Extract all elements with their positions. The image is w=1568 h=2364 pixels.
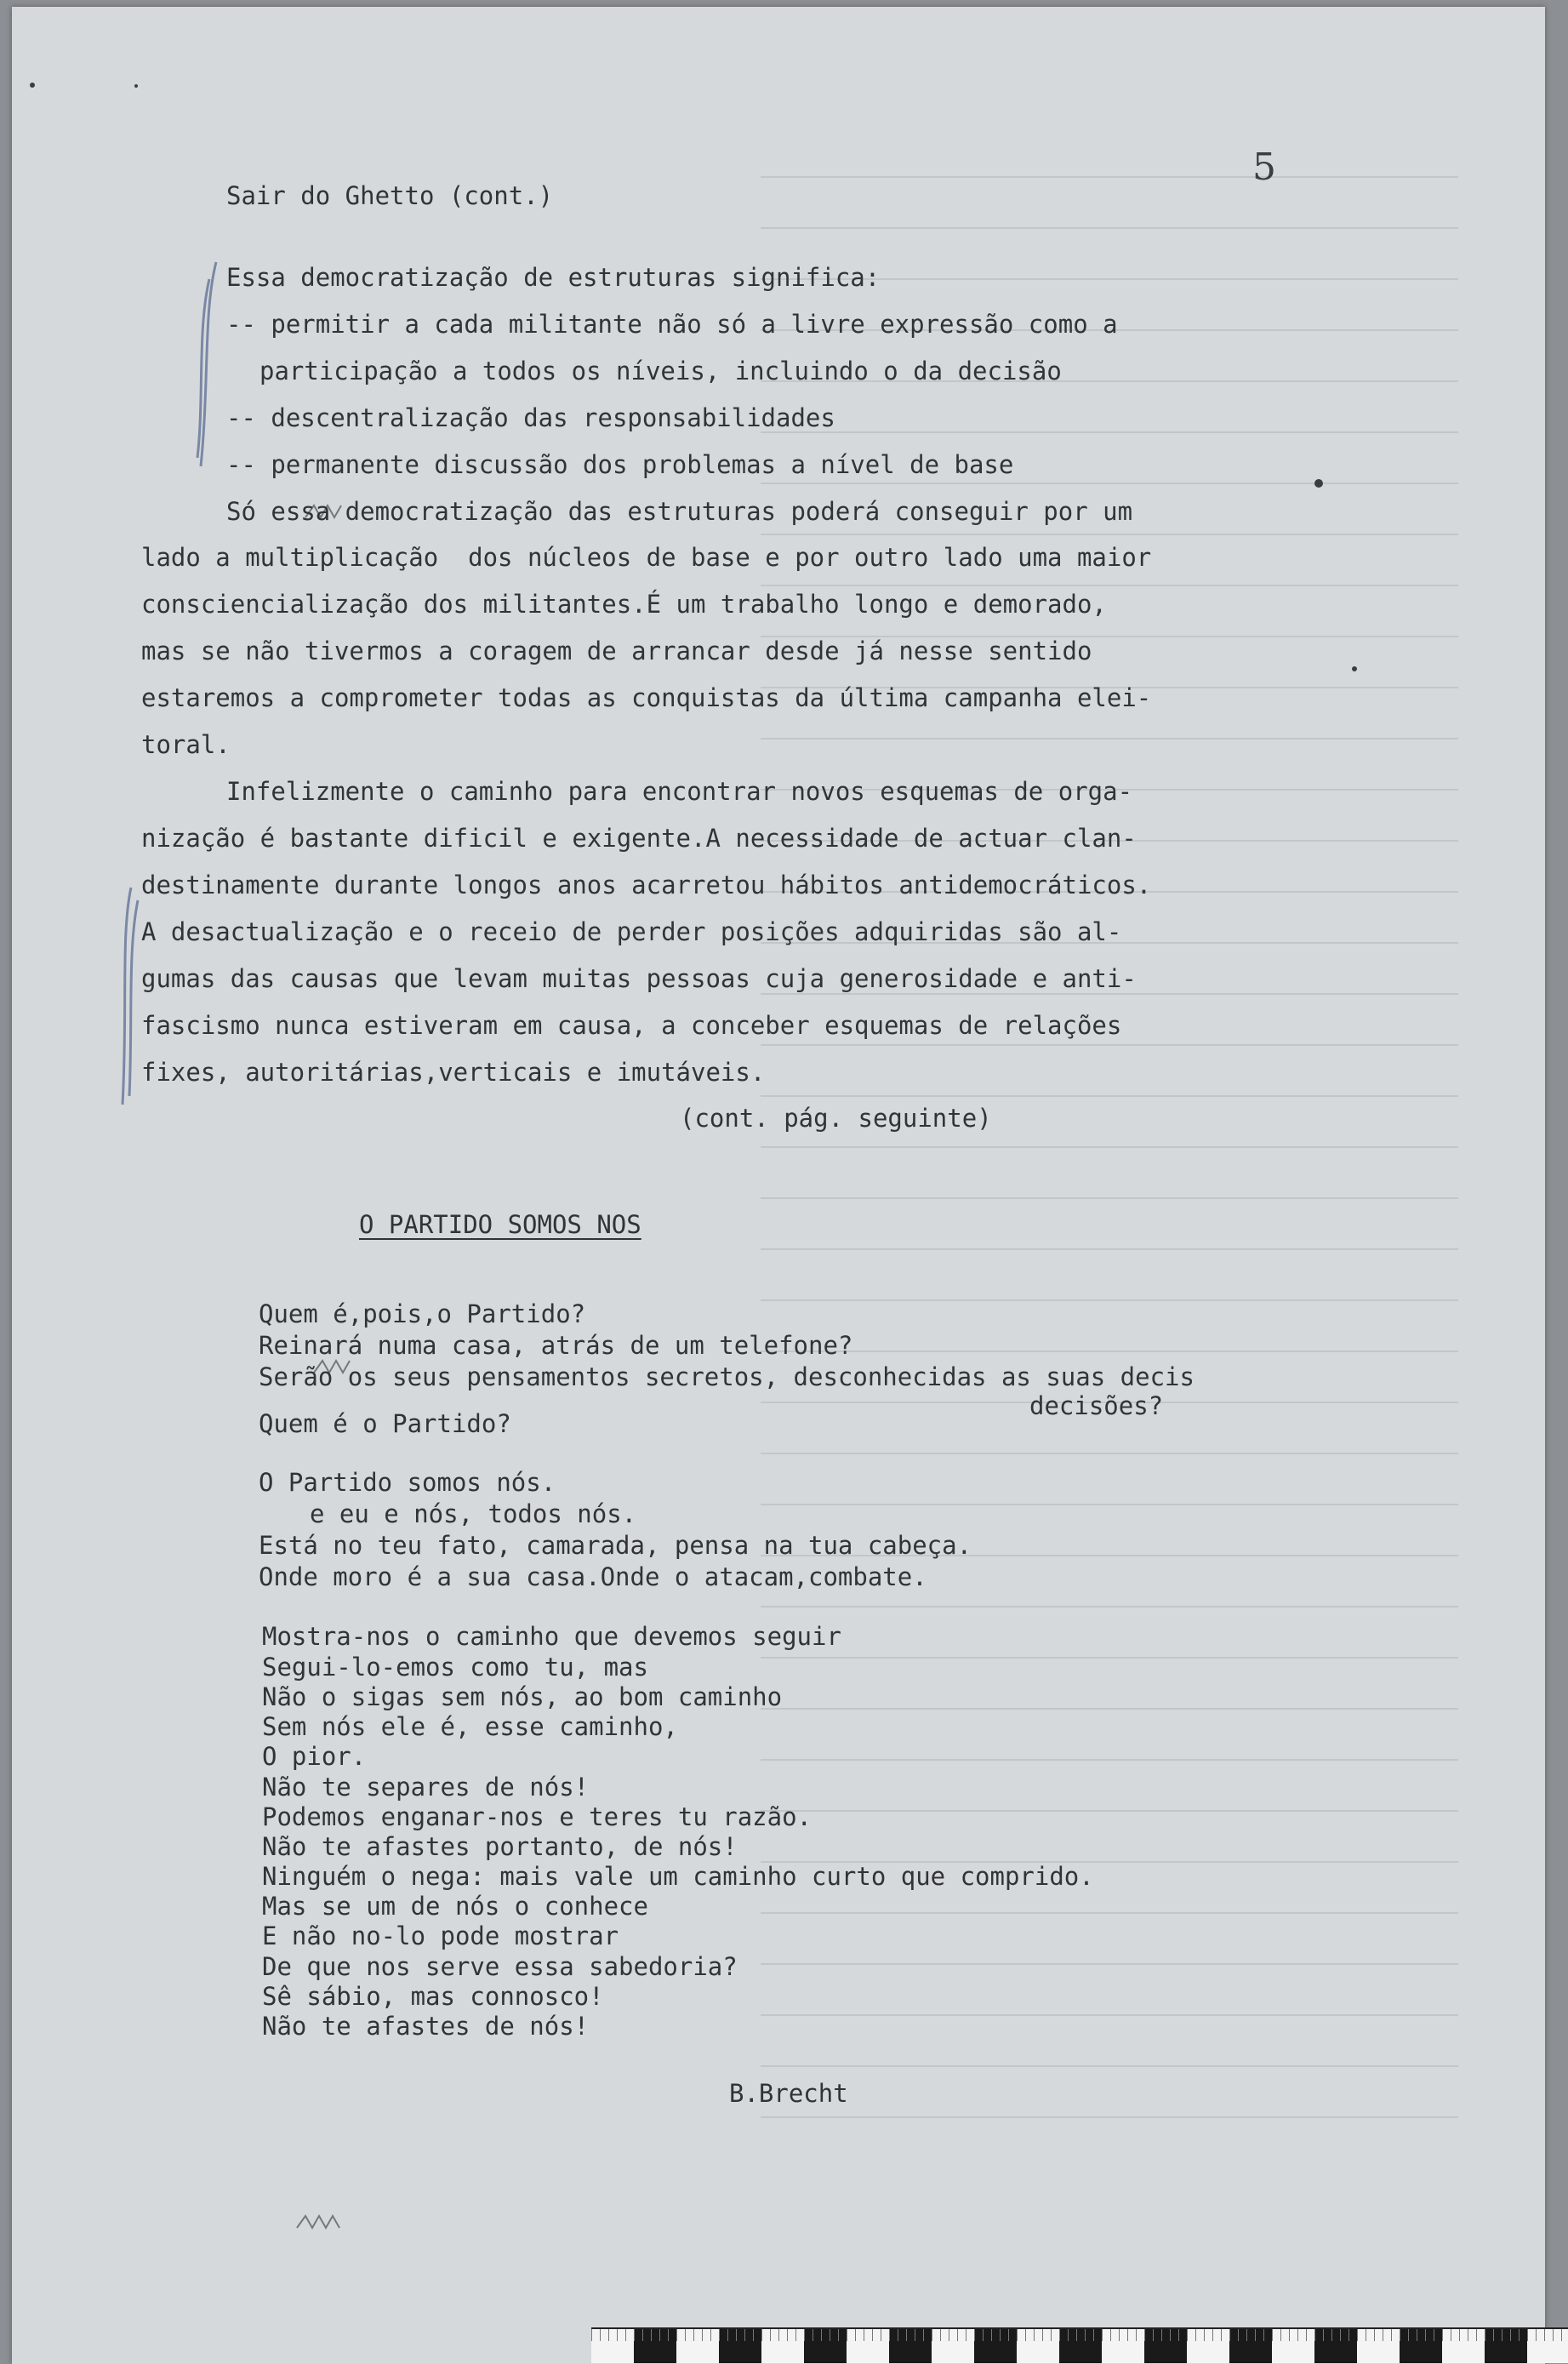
poem-line: Não o sigas sem nós, ao bom caminho — [262, 1682, 783, 1711]
article-line: destinamente durante longos anos acarretou hábitos antidemocráticos. — [141, 871, 1152, 899]
article-line: toral. — [141, 730, 231, 759]
poem-line: Segui-lo-emos como tu, mas — [262, 1653, 648, 1682]
poem-line: e eu e nós, todos nós. — [310, 1499, 637, 1528]
poem-line: Podemos enganar-nos e teres tu razão. — [262, 1802, 813, 1831]
article-line: -- permitir a cada militante não só a livre expressão como a — [226, 310, 1118, 339]
poem-line: Sem nós ele é, esse caminho, — [262, 1712, 678, 1741]
article-line: consciencialização dos militantes.É um trabalho longo e demorado, — [141, 590, 1107, 619]
poem-author: B.Brecht — [729, 2079, 848, 2108]
scale-ruler-ticks — [591, 2329, 1568, 2341]
article-line: lado a multiplicação dos núcleos de base e por outro lado uma maior — [141, 543, 1152, 572]
poem-line: De que nos serve essa sabedoria? — [262, 1952, 738, 1981]
article-line: fixes, autoritárias,verticais e imutáveis. — [141, 1058, 766, 1087]
poem-line: Serão os seus pensamentos secretos, desconhecidas as suas decis — [259, 1362, 1195, 1391]
poem-line: Não te separes de nós! — [262, 1773, 590, 1802]
article-line: mas se não tivermos a coragem de arrancar desde já nesse sentido — [141, 637, 1092, 665]
poem-line: Reinará numa casa, atrás de um telefone? — [259, 1331, 853, 1360]
article-line: -- permanente discussão dos problemas a nível de base — [226, 450, 1014, 479]
page-number: 5 — [1252, 146, 1276, 189]
poem-line: Quem é o Partido? — [259, 1409, 511, 1438]
continuation-note: (cont. pág. seguinte) — [680, 1104, 992, 1133]
document-page — [12, 7, 1545, 2364]
poem-line: Ninguém o nega: mais vale um caminho curto que comprido. — [262, 1862, 1094, 1891]
poem-line: Não te afastes de nós! — [262, 2012, 590, 2041]
article-line: participação a todos os níveis, incluindo o da decisão — [259, 357, 1062, 385]
article-line: estaremos a comprometer todas as conquistas da última campanha elei- — [141, 683, 1152, 712]
poem-line: Mas se um de nós o conhece — [262, 1892, 648, 1921]
article-line: nização é bastante dificil e exigente.A necessidade de actuar clan- — [141, 824, 1137, 853]
poem-line: Não te afastes portanto, de nós! — [262, 1832, 738, 1861]
article-heading: Sair do Ghetto (cont.) — [226, 181, 554, 210]
article-line: Infelizmente o caminho para encontrar novos esquemas de orga- — [226, 777, 1133, 806]
poem-line: E não no-lo pode mostrar — [262, 1921, 619, 1950]
article-line: -- descentralização das responsabilidades — [226, 403, 835, 432]
article-line: Só essa democratização das estruturas poderá conseguir por um — [226, 497, 1133, 526]
article-line: gumas das causas que levam muitas pessoas cuja generosidade e anti- — [141, 964, 1137, 993]
article-line: A desactualização e o receio de perder posições adquiridas são al- — [141, 917, 1122, 946]
poem-line: Está no teu fato, camarada, pensa na tua cabeça. — [259, 1531, 972, 1560]
poem-line: decisões? — [1029, 1391, 1164, 1420]
poem-title: O PARTIDO SOMOS NOS — [359, 1210, 641, 1239]
poem-line: Mostra-nos o caminho que devemos seguir — [262, 1622, 841, 1651]
poem-line: Sê sábio, mas connosco! — [262, 1982, 604, 2011]
poem-line: Onde moro é a sua casa.Onde o atacam,combate. — [259, 1562, 927, 1591]
article-line: Essa democratização de estruturas significa: — [226, 263, 881, 292]
poem-line: O pior. — [262, 1742, 367, 1771]
poem-line: O Partido somos nós. — [259, 1468, 556, 1497]
poem-line: Quem é,pois,o Partido? — [259, 1299, 586, 1328]
article-line: fascismo nunca estiveram em causa, a conceber esquemas de relações — [141, 1011, 1122, 1040]
